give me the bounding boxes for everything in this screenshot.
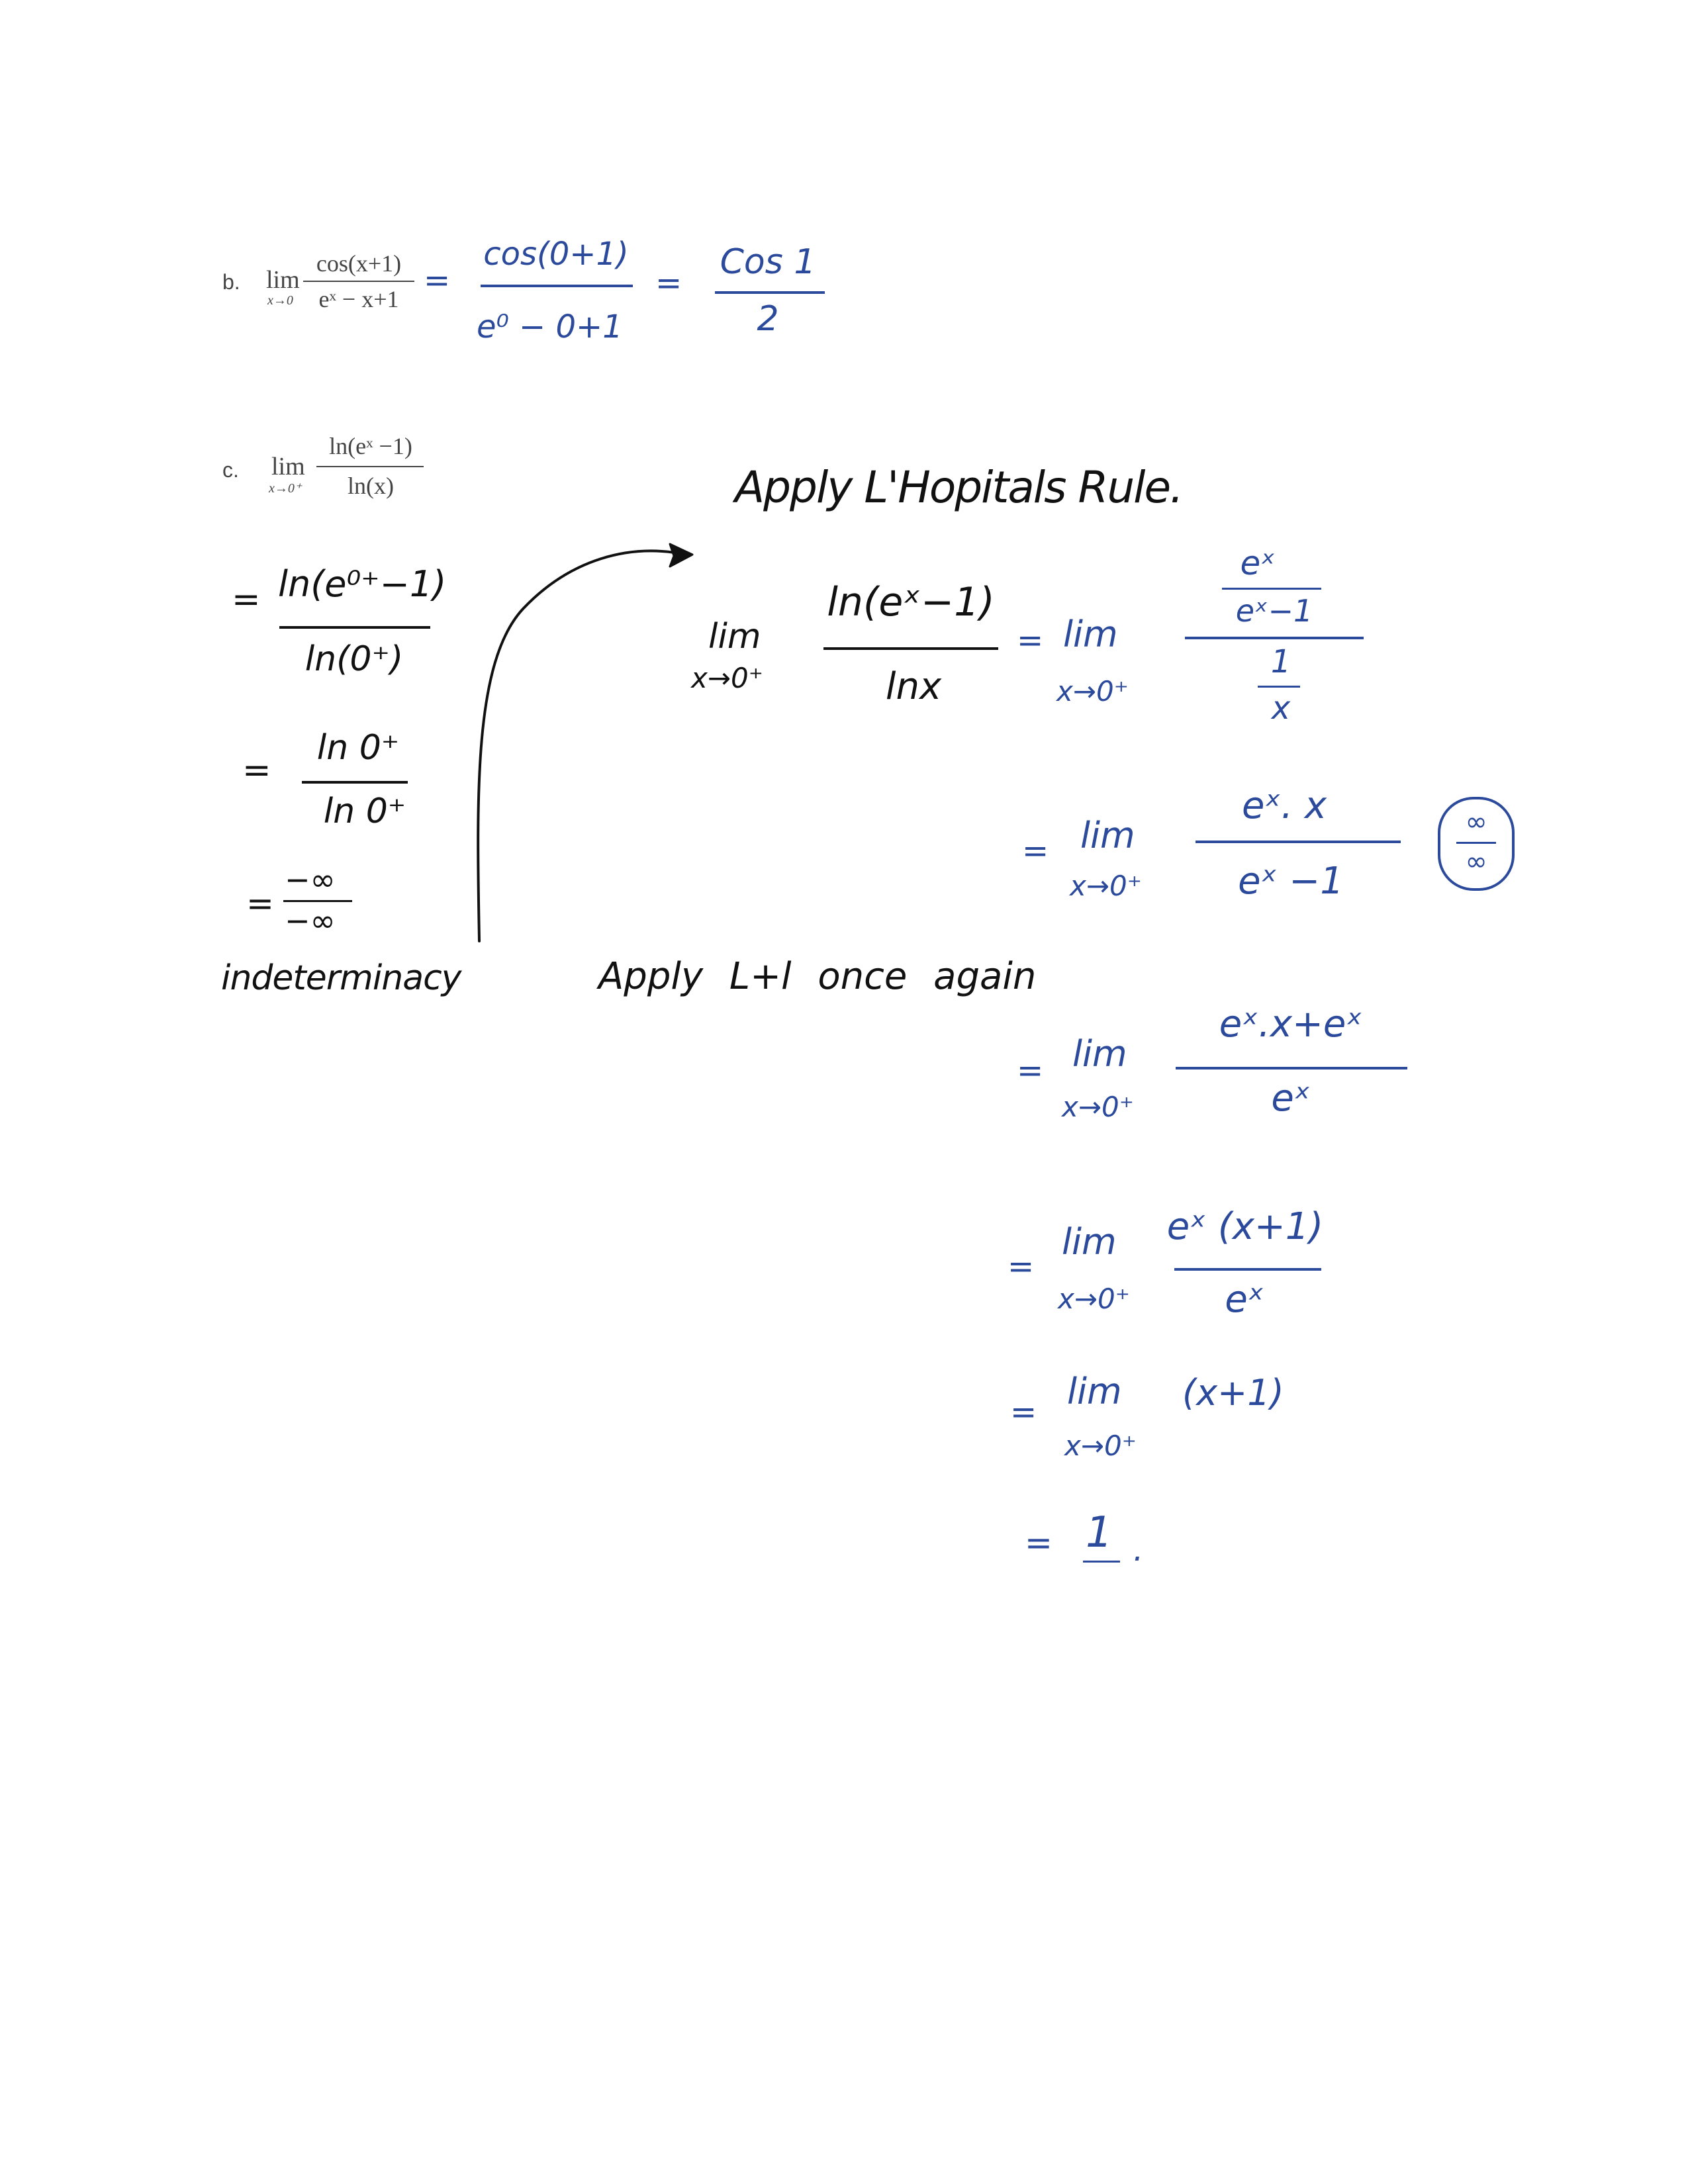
step1-inner-numerator: eˣ	[1240, 544, 1276, 582]
step1-main-bar	[1185, 637, 1364, 639]
problem-c-lim-sub: x→0⁺	[269, 481, 302, 496]
step1-denominator: lnx	[885, 665, 942, 708]
step5-lim: lim	[1067, 1371, 1122, 1412]
problem-c-label: c.	[222, 458, 239, 482]
apply-again-note: Apply L+l once again	[598, 955, 1037, 998]
step4-numerator: eˣ (x+1)	[1166, 1205, 1324, 1248]
left-step3-numerator: −∞	[285, 862, 336, 897]
problem-b-numerator: cos(x+1)	[316, 250, 402, 277]
step5-expression: (x+1)	[1182, 1372, 1284, 1414]
left-step1-numerator: ln(e⁰⁺−1)	[278, 563, 447, 605]
step1-lower-denominator: x	[1271, 690, 1291, 727]
circled-numerator: ∞	[1465, 807, 1487, 837]
step1-equals: =	[1017, 622, 1044, 659]
step4-bar	[1174, 1268, 1321, 1271]
left-equals-3: =	[246, 884, 274, 923]
step2-numerator: eˣ. x	[1241, 784, 1327, 827]
problem-b-result-numerator: Cos 1	[720, 242, 816, 282]
problem-b-lim-sub: x→0	[267, 293, 293, 308]
step1-lim2-sub: x→0⁺	[1056, 675, 1129, 707]
left-step3-denominator: −∞	[285, 903, 336, 938]
step2-denominator: eˣ −1	[1238, 860, 1344, 903]
step4-denominator: eˣ	[1225, 1278, 1264, 1321]
step1-lim2: lim	[1063, 614, 1118, 655]
circled-bar	[1456, 842, 1496, 844]
problem-b-label: b.	[222, 270, 240, 294]
problem-b-work-numerator: cos(0+1)	[483, 236, 629, 273]
problem-c-lim: lim	[271, 453, 305, 480]
step2-bar	[1196, 841, 1401, 843]
step5-equals: =	[1010, 1394, 1037, 1431]
lhopital-heading: Apply L'Hopitals Rule.	[735, 462, 1183, 513]
step3-equals: =	[1017, 1052, 1044, 1089]
step3-bar	[1176, 1067, 1407, 1069]
step1-bar	[823, 647, 998, 650]
step3-numerator: eˣ.x+eˣ	[1219, 1003, 1363, 1046]
problem-b-denominator: eˣ − x+1	[318, 286, 399, 312]
step3-lim-sub: x→0⁺	[1062, 1091, 1134, 1123]
step1-lower-bar	[1258, 686, 1300, 688]
step3-lim: lim	[1072, 1033, 1127, 1075]
left-step1-denominator: ln(0⁺)	[305, 639, 404, 679]
problem-c-numerator: ln(eˣ −1)	[329, 433, 412, 459]
step1-lim-sub: x→0⁺	[691, 662, 763, 694]
problem-b-result-denominator: 2	[757, 299, 779, 339]
step1-lower-numerator: 1	[1270, 643, 1291, 680]
indeterminacy-note: indeterminacy	[221, 958, 461, 998]
problem-c-denominator: ln(x)	[348, 473, 394, 499]
problem-b-equals-2: =	[655, 265, 682, 302]
left-step2-numerator: ln 0⁺	[316, 728, 400, 768]
result-value: 1	[1086, 1508, 1113, 1557]
step1-lim: lim	[708, 617, 761, 657]
result-underline	[1083, 1561, 1120, 1563]
step1-numerator: ln(eˣ−1)	[827, 579, 995, 625]
result-equals: =	[1025, 1524, 1053, 1562]
step2-lim: lim	[1080, 815, 1135, 856]
left-step2-denominator: ln 0⁺	[323, 792, 406, 831]
circled-infinity-ratio	[1438, 797, 1515, 891]
step2-equals: =	[1022, 833, 1049, 870]
problem-b-equals-1: =	[424, 262, 451, 299]
step1-inner-bar	[1222, 588, 1321, 590]
step4-lim-sub: x→0⁺	[1058, 1283, 1130, 1315]
left-equals-1: =	[232, 580, 261, 619]
left-equals-2: =	[242, 751, 271, 790]
result-dot: .	[1133, 1531, 1144, 1569]
problem-b-work-denominator: e⁰ − 0+1	[477, 308, 623, 345]
step2-lim-sub: x→0⁺	[1070, 870, 1142, 902]
circled-denominator: ∞	[1465, 846, 1487, 877]
step4-lim: lim	[1062, 1221, 1117, 1263]
step4-equals: =	[1008, 1248, 1035, 1285]
step1-inner-denominator: eˣ−1	[1235, 593, 1313, 629]
problem-b-lim: lim	[266, 266, 300, 294]
step3-denominator: eˣ	[1271, 1077, 1311, 1120]
step5-lim-sub: x→0⁺	[1064, 1430, 1137, 1462]
